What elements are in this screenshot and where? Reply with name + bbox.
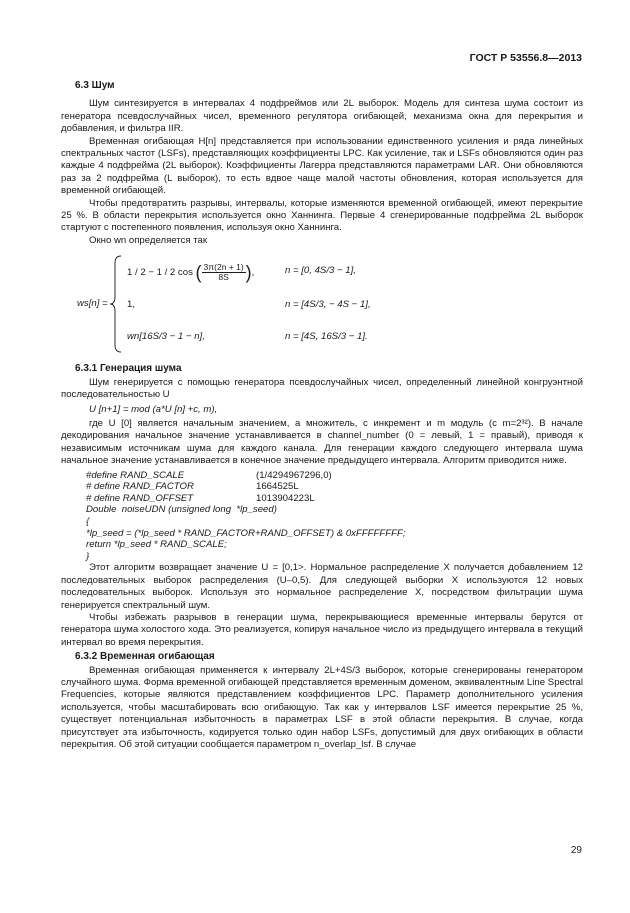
code-line: { — [86, 515, 90, 527]
code-block — [86, 470, 583, 563]
section-title: 6.3 Шум — [75, 80, 115, 91]
window-formula — [61, 251, 583, 357]
page-content — [61, 80, 583, 751]
paragraph-6: U [n+1] = mod (a*U [n] +c, m), — [89, 403, 218, 415]
code-line: # define RAND_FACTOR 1664525L — [86, 481, 299, 493]
paragraph-3: Чтобы предотвратить разрывы, интервалы, которые изменяются временной огибающей, имеют перекрытие 25 %. В области перекрытия используется окно Ханнинга. Первые 4 сгенерированные подфрейма 2L выборок стартуют с постепенного появления, используя окно Ханнинга. — [61, 197, 583, 234]
subsection-title-1: 6.3.1 Генерация шума — [75, 363, 182, 375]
case3-expression: wn[16S/3 − 1 − n], — [127, 331, 205, 343]
paragraph-7: где U [0] является начальным значением, a множитель, c инкремент и m модуль (с m=2³²). В начале декодирования начальное значение устанавливается в channel_number (0 = левый, 1 = правый), приводя к независимым источникам шума для каждого канала. Для генерации каждого следующего интервала шума начальное значение устанавливается в конечное значение предыдущего интервала. Алгоритм приводится ниже. — [61, 417, 583, 467]
paragraph-2: Временная огибающая H[n] представляется при использовании единственного усиления и ряда линейных спектральных частот (LSFs), представляющих коэффициенты LPC. Как усиление, так и LSFs обновляются один раз каждые 4 подфрейма (2L выборок). Коэффициенты Лагерра представляются параметрами LAR. Они обновляются раз за 2 подфрейма (L выборок), то есть вдвое чаще малой частоты обновления, которая используется для временной огибающей. — [61, 135, 583, 197]
code-line: Double noiseUDN (unsigned long *lp_seed) — [86, 504, 277, 516]
case2-condition: n = [4S/3, − 4S − 1], — [285, 299, 371, 311]
case1-condition: n = [0, 4S/3 − 1], — [285, 265, 356, 277]
formula-lhs: ws[n] = — [77, 298, 108, 310]
paragraph-10: Временная огибающая применяется к интервалу 2L+4S/3 выборок, которые сгенерированы генератором случайного шума. Форма временной огибающей представляется временным доменом, эквивалентным Line Spectral Frequencies, которые являются представлением коэффициентов LPC. Параметр дополнительного усиления используется, чтобы масштабировать всю огибающую. Так как у интервалов LSF имеется перекрытие 25 %, существует потенциальная избыточность в параметрах LSF в этой области перекрытия. В случае, когда присутствует эта избыточность, кодируется только один набор LSFs, допустимый для двух огибающих в области перекрытия. Об этой ситуации сообщается параметром n_overlap_lsf. В случае — [61, 664, 583, 750]
subsection-title-2: 6.3.2 Временная огибающая — [75, 651, 215, 663]
case2-expression: 1, — [127, 299, 136, 311]
page-number: 29 — [570, 845, 582, 856]
case3-condition: n = [4S, 16S/3 − 1]. — [285, 331, 368, 343]
paragraph-4: Окно wn определяется так — [89, 234, 208, 246]
paragraph-1: Шум синтезируется в интервалах 4 подфреймов или 2L выборок. Модель для синтеза шума состоит из генератора псевдослучайных чисел, временного регулятора огибающей, механизма окна для перекрытия и добавления, и фильтра IIR. — [61, 98, 583, 135]
case1-expression: 1 / 2 − 1 / 2 cos — [127, 267, 193, 279]
code-line: #define RAND_SCALE (1/4294967296,0) — [86, 469, 332, 481]
standard-header: ГОСТ Р 53556.8—2013 — [469, 52, 582, 64]
code-line: *lp_seed = (*lp_seed * RAND_FACTOR+RAND_OFFSET) & 0xFFFFFFFF; — [86, 527, 406, 539]
paragraph-8: Этот алгоритм возвращает значение U = [0,1>. Нормальное распределение X получается добавлением 12 последовательных выборок распределения (U–0,5). Для следующей выборки X используются 12 новых последовательных выборок. Используя это нормальное распределение X, посредством фильтрации шума генерируется спектральный шум. — [61, 562, 583, 611]
code-line: # define RAND_OFFSET 1013904223L — [86, 492, 315, 504]
code-line: } — [86, 550, 90, 562]
paragraph-5: Шум генерируется с помощью генератора псевдослучайных чисел, определенный линейной конгруэнтной последовательностью U — [61, 376, 583, 401]
case1-numerator: 3π(2n + 1) — [203, 262, 244, 273]
case1-denominator: 8S — [218, 272, 229, 283]
formula-case-1: 1 / 2 − 1 / 2 cos ( $\frac{3\pi(2n + 1)}{8S}$ ), — [127, 262, 255, 283]
paragraph-9: Чтобы избежать разрывов в генерации шума, перекрывающиеся временные интервалы берутся от генератора шума холостого хода. Это реализуется, копируя начальное число из предыдущего интервала в текущий интервал во время перекрытия. — [61, 611, 583, 648]
code-line: return *lp_seed * RAND_SCALE; — [86, 539, 227, 551]
